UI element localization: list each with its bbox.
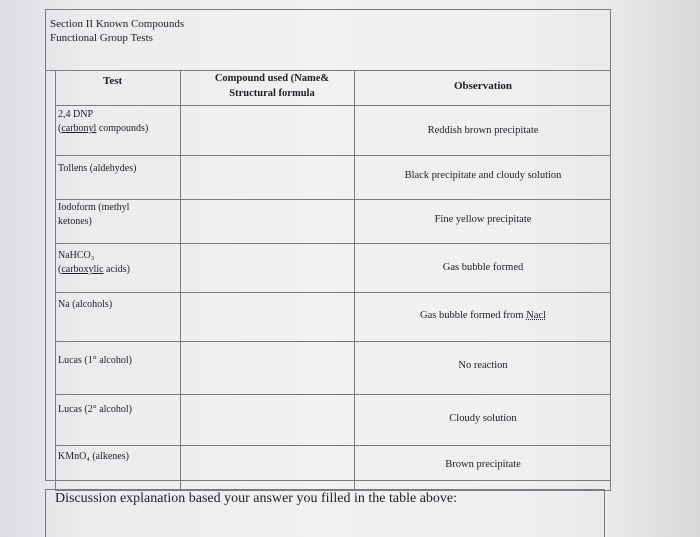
test-cell: [56, 342, 181, 395]
test-name: Iodoform (methyl ketones): [58, 202, 130, 227]
test-name: Lucas (2° alcohol): [58, 404, 132, 415]
observation-text: Brown precipitate: [445, 459, 521, 470]
observation-text: Gas bubble formed: [442, 262, 524, 273]
table-row: [56, 293, 611, 342]
compound-cell[interactable]: [181, 395, 355, 446]
observation-text: Cloudy solution: [449, 413, 517, 424]
table-row: [56, 446, 611, 491]
observation-text: Gas bubble formed from Nacl: [420, 310, 546, 321]
table-row: [56, 106, 611, 156]
observation-text: Black precipitate and cloudy solution: [404, 170, 562, 181]
section-header: [46, 10, 610, 71]
test-name: Na (alcohols): [58, 299, 113, 310]
test-name: Tollens (aldehydes): [58, 163, 137, 174]
test-cell: [56, 244, 181, 293]
compound-cell[interactable]: [181, 446, 355, 491]
observation-cell: [355, 395, 611, 446]
table-row: [56, 244, 611, 293]
test-name: NaHCO₃ (carboxylic acids): [58, 250, 130, 275]
discussion-box[interactable]: [45, 489, 605, 537]
header-test-label: Test: [103, 75, 123, 87]
header-compound-label: Compound used (Name& Structural formula: [214, 73, 330, 99]
compound-cell[interactable]: [181, 106, 355, 156]
observation-cell: [355, 200, 611, 244]
test-cell: [56, 200, 181, 244]
test-cell: [56, 446, 181, 491]
observation-cell: [355, 106, 611, 156]
test-name: KMnO₄ (alkenes): [58, 451, 129, 462]
compound-cell[interactable]: [181, 156, 355, 200]
table-row: [56, 395, 611, 446]
test-cell: [56, 106, 181, 156]
section-title: Section II Known Compounds: [50, 18, 185, 30]
header-observation: [355, 71, 611, 106]
table-row: [56, 342, 611, 395]
test-name: Lucas (1° alcohol): [58, 355, 132, 366]
section-box: [45, 9, 611, 481]
observation-text: Fine yellow precipitate: [434, 214, 532, 225]
compound-cell[interactable]: [181, 342, 355, 395]
test-name: 2,4 DNP (carbonyl compounds): [58, 109, 149, 134]
compound-cell[interactable]: [181, 244, 355, 293]
compound-cell[interactable]: [181, 293, 355, 342]
header-compound: [181, 71, 355, 106]
observation-text: No reaction: [458, 360, 508, 371]
table-header-row: [56, 71, 611, 106]
observation-cell: [355, 342, 611, 395]
test-cell: [56, 156, 181, 200]
header-observation-label: Observation: [453, 80, 513, 92]
header-test: [56, 71, 181, 106]
observation-cell: [355, 446, 611, 491]
table-row: [56, 200, 611, 244]
test-cell: [56, 395, 181, 446]
table-row: [56, 156, 611, 200]
test-cell: [56, 293, 181, 342]
observation-text: Reddish brown precipitate: [427, 125, 539, 136]
observation-cell: [355, 156, 611, 200]
discussion-label: Discussion explanation based your answer you filled in the table above:: [55, 491, 458, 506]
functional-group-table: [55, 70, 611, 491]
section-subtitle: Functional Group Tests: [50, 32, 153, 44]
compound-cell[interactable]: [181, 200, 355, 244]
observation-cell: [355, 244, 611, 293]
observation-cell: [355, 293, 611, 342]
page-shadow: [610, 0, 700, 537]
